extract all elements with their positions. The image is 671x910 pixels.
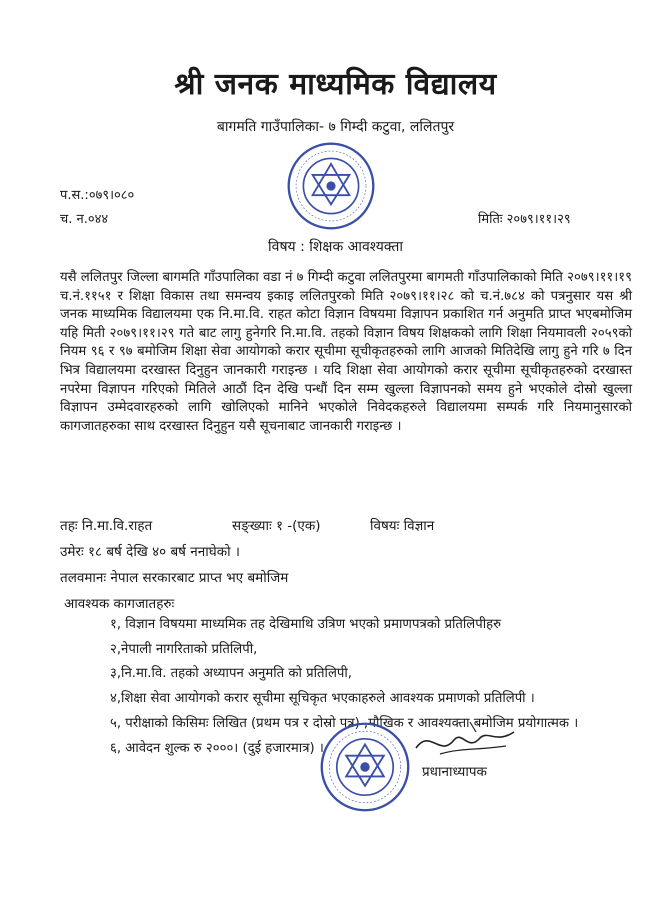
- signature-icon: [410, 718, 520, 762]
- school-seal-icon: [318, 720, 412, 814]
- document-item: ४,शिक्षा सेवा आयोगको करार सूचीमा सूचिकृत भएकाहरुले आवश्यक प्रमाणको प्रतिलिपी ।: [110, 691, 535, 706]
- document-item: ३,नि.मा.वि. तहको अध्यापन अनुमति को प्रतिलिपी,: [110, 666, 352, 681]
- signatory-title: प्रधानाध्यापक: [422, 764, 487, 780]
- school-name: श्री जनक माध्यमिक विद्यालय: [174, 67, 497, 102]
- body-paragraph: यसै ललितपुर जिल्ला बागमति गाँउपालिका वडा नं ७ गिम्दी कटुवा ललितपुरमा बागमती गाँउपालिकाको मिति २०७९।११।१९ च.नं.११५१ र शिक्षा विकास तथा समन्वय इकाइ ललितपुरको मिति २०७९।११।२८ को च.नं.७८४ को पत्रनुसार यस श्री जनक माध्यमिक विद्यालयमा एक नि.मा.वि. राहत कोटा विज्ञान विषयमा विज्ञापन प्रकाशित गर्न अनुमति प्राप्त भएबमोजिम यहि मिती २०७९।११।२९ गते बाट लागु हुनेगरि नि.मा.वि. तहको विज्ञान विषय शिक्षकको लागि शिक्षा नियमावली २०५९को नियम ९६ र ९७ बमोजिम शिक्षा सेवा आयोगको करार सूचीमा सूचीकृतहरुको लागि आजको मितिदेखि लागु हुने गरि ७ दिन भित्र विद्यालयमा दरखास्त दिनुहुन जानकारी गराइन्छ । यदि शिक्षा सेवा आयोगको करार सूचीमा सूचीकृतहरुको दरखास्त नपरेमा विज्ञापन गरिएको मितिले आठौं दिन देखि पन्धौं दिन सम्म खुल्ला विज्ञापनको समय हुने भएकोले दोस्रो खुल्ला विज्ञापन उम्मेदवारहरुको लागि खोलिएको मानिने भएकोले निवेदकहरुले विद्यालयमा सम्पर्क गरि नियमानुसारको कागजातहरुका साथ दरखास्त दिनुहुन यसै सूचनाबाट जानकारी गराइन्छ ।: [60, 270, 632, 434]
- salary-info: तलवमानः नेपाल सरकारबाट प्राप्त भए बमोजिम: [60, 570, 289, 586]
- documents-heading: आवश्यक कागजातहरुः: [64, 596, 175, 612]
- subject-line: [0, 237, 671, 256]
- document-item: ६, आवेदन शुल्क रु २०००। (दुई हजारमात्र) ।: [110, 741, 324, 756]
- school-seal-icon: [285, 140, 377, 232]
- document-item: ५, परीक्षाको किसिमः लिखित (प्रथम पत्र र दोस्रो पत्र) ,मौखिक र आवश्यक्ता बमोजिम प्रयोगात्मक ।: [110, 716, 579, 731]
- subject-label: विषय :: [268, 239, 305, 255]
- count-field: सङ्ख्याः १ -(एक): [232, 518, 321, 534]
- document-item: २,नेपाली नागरिताको प्रतिलिपी,: [110, 642, 258, 657]
- school-address: बागमति गाउँपालिका- ७ गिम्दी कटुवा, ललितपुर: [216, 119, 455, 135]
- subject-field: विषयः विज्ञान: [370, 518, 435, 534]
- letter-date: मितिः २०७९।११।२९: [478, 212, 571, 227]
- subject-text: शिक्षक आवश्यक्ता: [309, 239, 403, 255]
- age-requirement: उमेरः १८ बर्ष देखि ४० बर्ष ननाघेको ।: [60, 544, 241, 560]
- reference-cn: च. न.०४४: [60, 212, 109, 227]
- reference-ps: प.स.:०७९।०८०: [60, 188, 135, 203]
- document-item: १, विज्ञान विषयमा माध्यमिक तह देखिमाथि उत्रिण भएको प्रमाणपत्रको प्रतिलिपीहरु: [110, 617, 502, 632]
- level-field: तहः नि.मा.वि.राहत: [60, 518, 153, 534]
